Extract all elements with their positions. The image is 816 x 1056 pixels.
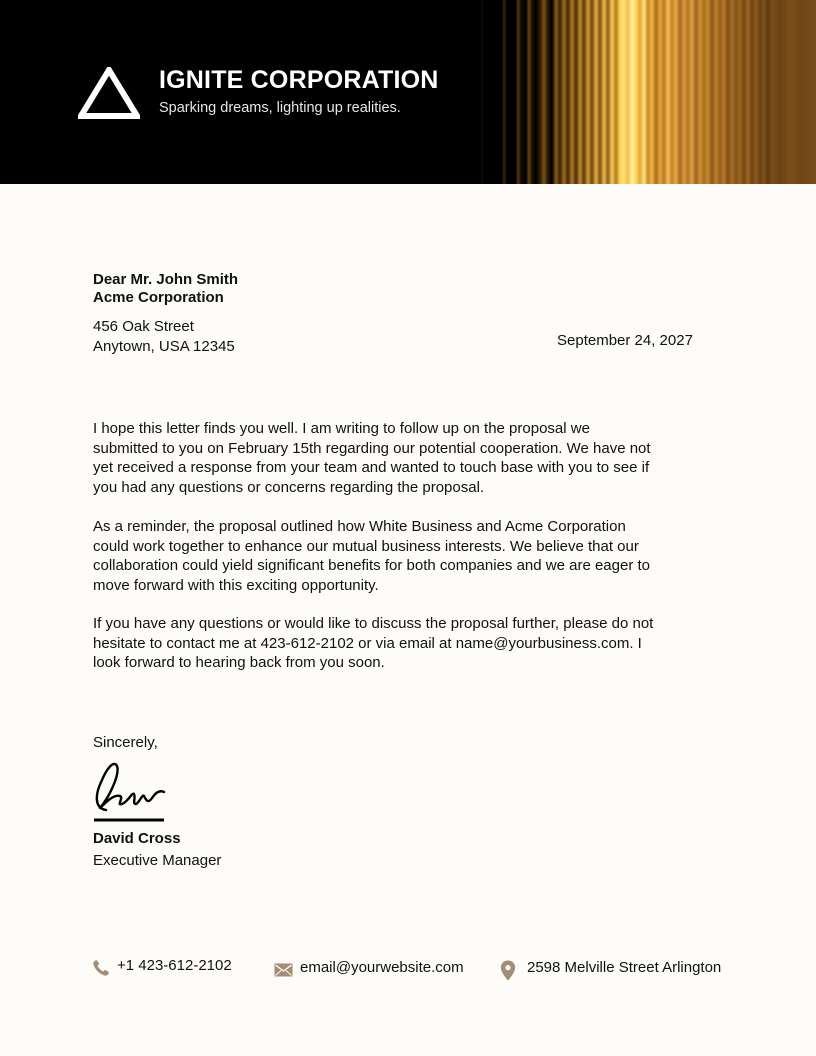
decorative-light-stripes [480,0,816,184]
body-paragraph-2 [93,517,705,595]
footer-phone: +1 423-612-2102 [117,957,232,974]
company-tagline: Sparking dreams, lighting up realities. [159,100,401,116]
body-line: yet received a response from your team and wanted to touch base with you to see if [93,459,650,477]
body-line: move forward with this exciting opportunity. [93,576,379,594]
letterhead-banner [0,0,816,184]
body-line: could work together to enhance our mutual business interests. We believe that our [93,537,639,555]
letter-date: September 24, 2027 [557,332,693,349]
signer-name: David Cross [93,830,181,847]
body-line: you had any questions or concerns regarding the proposal. [93,478,485,496]
footer-address: 2598 Melville Street Arlington [527,959,722,976]
recipient-salutation: Dear Mr. John Smith [93,271,239,288]
triangle-logo-icon [78,67,140,119]
body-line: collaboration could yield significant benefits for both companies and we are eager to [93,557,651,575]
body-line: I hope this letter finds you well. I am writing to follow up on the proposal we [93,420,590,437]
footer-email: email@yourwebsite.com [300,959,464,976]
handwritten-signature [92,758,168,824]
mail-icon [274,963,293,977]
phone-icon [92,959,110,977]
body-paragraph-1 [93,419,705,497]
recipient-street: 456 Oak Street [93,318,194,335]
location-pin-icon [500,960,516,981]
recipient-city: Anytown, USA 12345 [93,338,235,355]
body-paragraph-3 [93,614,705,673]
body-line: If you have any questions or would like to discuss the proposal further, please do not [93,615,654,632]
body-line: hesitate to contact me at 423-612-2102 or via email at name@yourbusiness.com. I [93,634,642,652]
recipient-company: Acme Corporation [93,289,224,306]
body-line: As a reminder, the proposal outlined how White Business and Acme Corporation [93,518,626,535]
signer-title: Executive Manager [93,852,222,869]
body-line: submitted to you on February 15th regarding our potential cooperation. We have not [93,439,651,457]
valediction: Sincerely, [93,734,158,751]
body-line: look forward to hearing back from you soon. [93,654,385,672]
company-name: IGNITE CORPORATION [159,66,439,94]
